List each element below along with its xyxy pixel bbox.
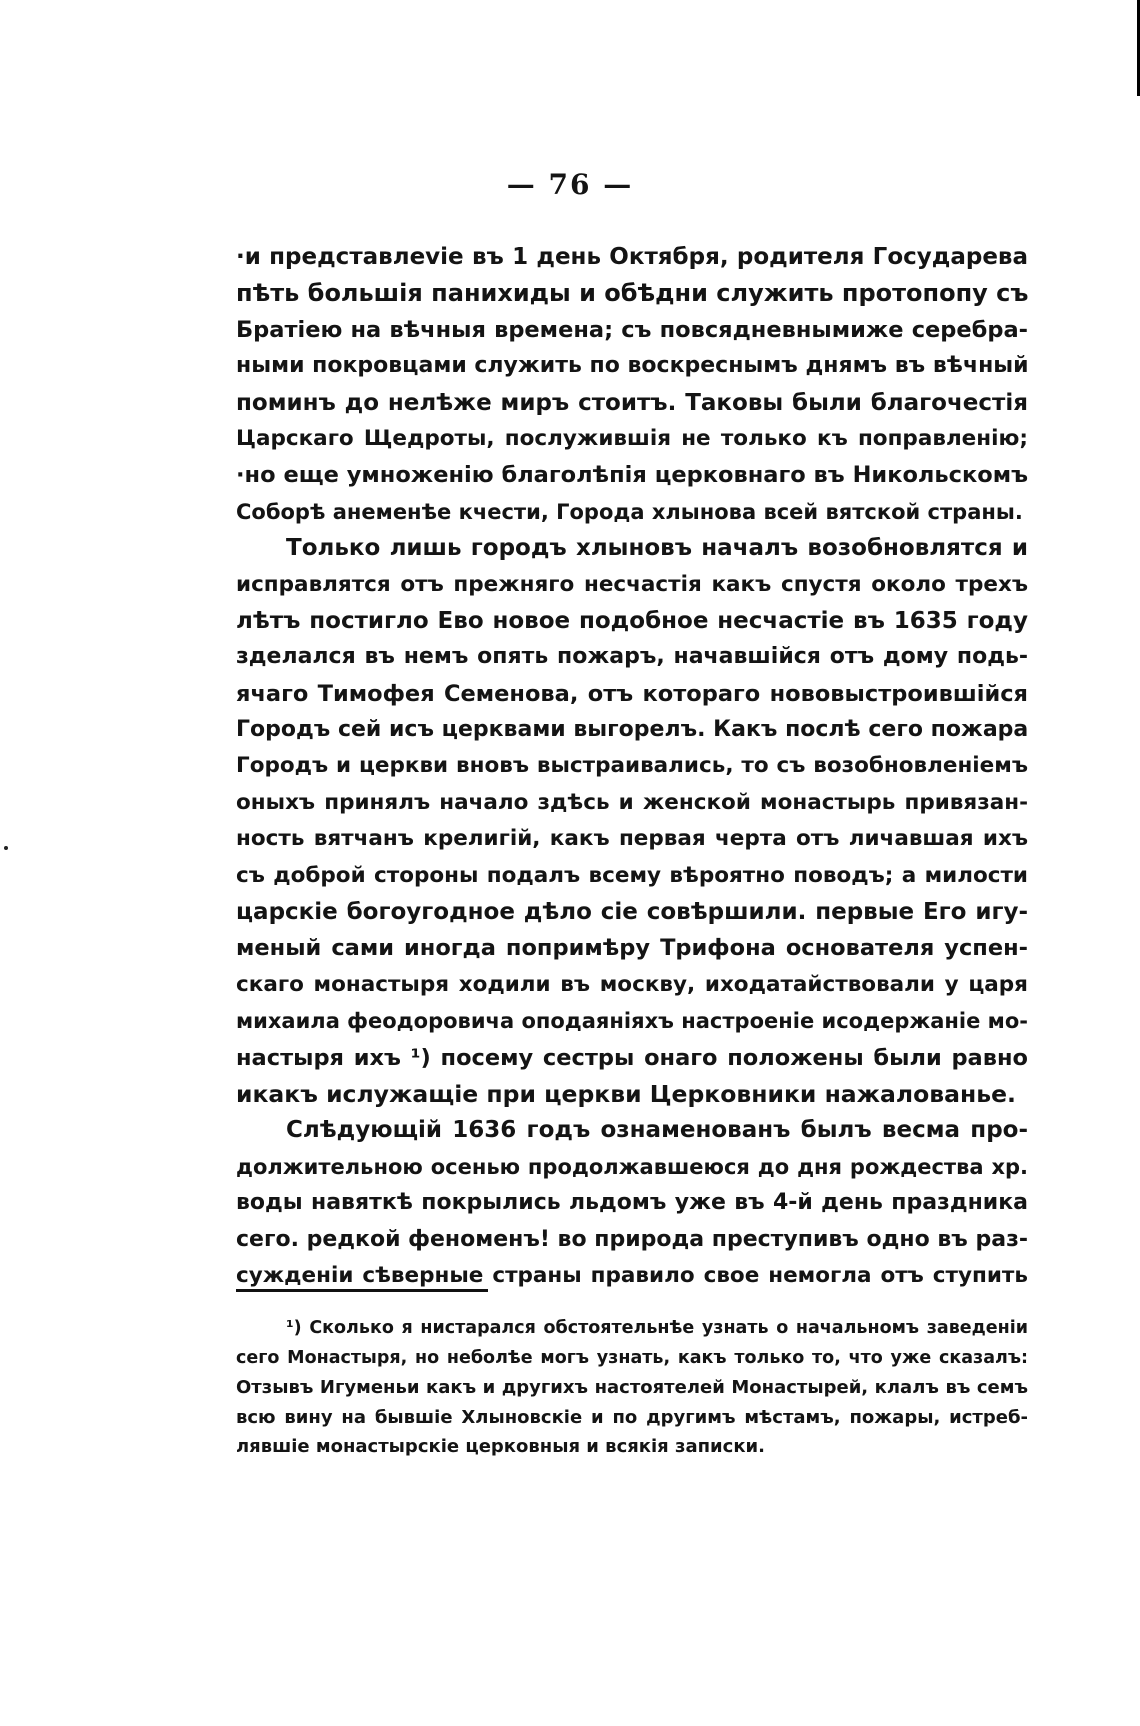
text-line: настыря ихъ ¹) посему сестры онаго положены были равно xyxy=(236,1044,1028,1071)
footnote-line: лявшіе монастырскіе церковныя и всякія записки. xyxy=(236,1436,765,1458)
text-line: скаго монастыря ходили въ москву, иходатайствовали у царя xyxy=(236,971,1028,997)
text-line: воды навяткѣ покрылись льдомъ уже въ 4-й день праздника xyxy=(236,1190,1028,1216)
text-line: оныхъ принялъ начало здѣсь и женской монастырь привязан- xyxy=(236,789,1028,815)
text-line: ными покровцами служить по воскреснымъ днямъ въ вѣчный xyxy=(236,353,1029,379)
text-line: ность вятчанъ крелигій, какъ первая черта отъ личавшая ихъ xyxy=(236,826,1028,852)
text-line: ячаго Тимофея Семенова, отъ котораго нововыстроившійся xyxy=(236,680,1028,707)
main-text xyxy=(236,239,1028,1294)
text-line: съ доброй стороны подалъ всему вѣроятно поводъ; а милости xyxy=(236,862,1028,888)
text-line: поминъ до нелѣже миръ стоитъ. Таковы были благочестія xyxy=(236,389,1028,416)
text-line: ·но еще умноженію благолѣпія церковнаго въ Никольскомъ xyxy=(236,462,1028,489)
text-line: михаила феодоровича оподаяніяхъ настроеніе исодержаніе мо- xyxy=(236,1009,1028,1034)
text-line: Только лишь городъ хлыновъ началъ возобновлятся и xyxy=(286,535,1028,562)
text-line: меный сами иногда попримѣру Трифона основателя успен- xyxy=(236,935,1028,962)
text-line: зделался въ немъ опять пожаръ, начавшійся отъ дому подь- xyxy=(236,644,1028,670)
text-line: сужденіи сѣверные страны правило свое немогла отъ ступить xyxy=(236,1262,1028,1288)
text-line: икакъ ислужащіе при церкви Церковники нажалованье. xyxy=(236,1079,1016,1108)
footnote-line: Отзывъ Игуменьи какъ и другихъ настоятелей Монастырей, клалъ въ семъ xyxy=(236,1377,1028,1399)
text-line: Слѣдующій 1636 годъ ознаменованъ былъ весма про- xyxy=(286,1117,1028,1144)
footnote-line: сего Монастыря, но неболѣе могъ узнать, какъ только то, что уже сказалъ: xyxy=(236,1347,1028,1368)
text-line: царскіе богоугодное дѣло сіе совѣршили. первые Его игу- xyxy=(236,899,1028,926)
footnotes xyxy=(236,1314,1028,1462)
text-line: Соборѣ анеменѣе кчести, Города хлынова всей вятской страны. xyxy=(236,499,1023,524)
footnote-divider xyxy=(236,1289,488,1292)
text-line: Братіею на вѣчныя времена; съ повсядневнымиже серебра- xyxy=(236,316,1028,343)
page-number: — 76 — xyxy=(506,168,634,201)
text-line: пѣть большія панихиды и обѣдни служить протопопу съ xyxy=(236,279,1029,308)
footnote-line: всю вину на бывшіе Хлыновскіе и по другимъ мѣстамъ, пожары, истреб- xyxy=(236,1406,1028,1428)
text-line: лѣтъ постигло Ево новое подобное несчастіе въ 1635 году xyxy=(236,607,1028,634)
text-line: Городъ сей исъ церквами выгорелъ. Какъ послѣ сего пожара xyxy=(236,717,1029,743)
text-line: Городъ и церкви вновъ выстраивались, то съ возобновленіемъ xyxy=(236,753,1028,779)
text-line: должительною осенью продолжавшеюся до дня рождества хр. xyxy=(236,1154,1028,1179)
text-line: исправлятся отъ прежняго несчастія какъ спустя около трехъ xyxy=(236,571,1028,597)
footnote-line: ¹) Сколько я нистарался обстоятельнѣе узнать о начальномъ заведеніи xyxy=(286,1318,1028,1338)
text-line: Царскаго Щедроты, послужившія не только къ поправленію; xyxy=(236,425,1028,451)
text-line: сего. редкой феноменъ! во природа преступивъ одно въ раз- xyxy=(236,1226,1028,1252)
text-line: ·и представлеvіе въ 1 день Октября, родителя Государева xyxy=(236,244,1028,270)
scan-speck xyxy=(4,846,8,850)
